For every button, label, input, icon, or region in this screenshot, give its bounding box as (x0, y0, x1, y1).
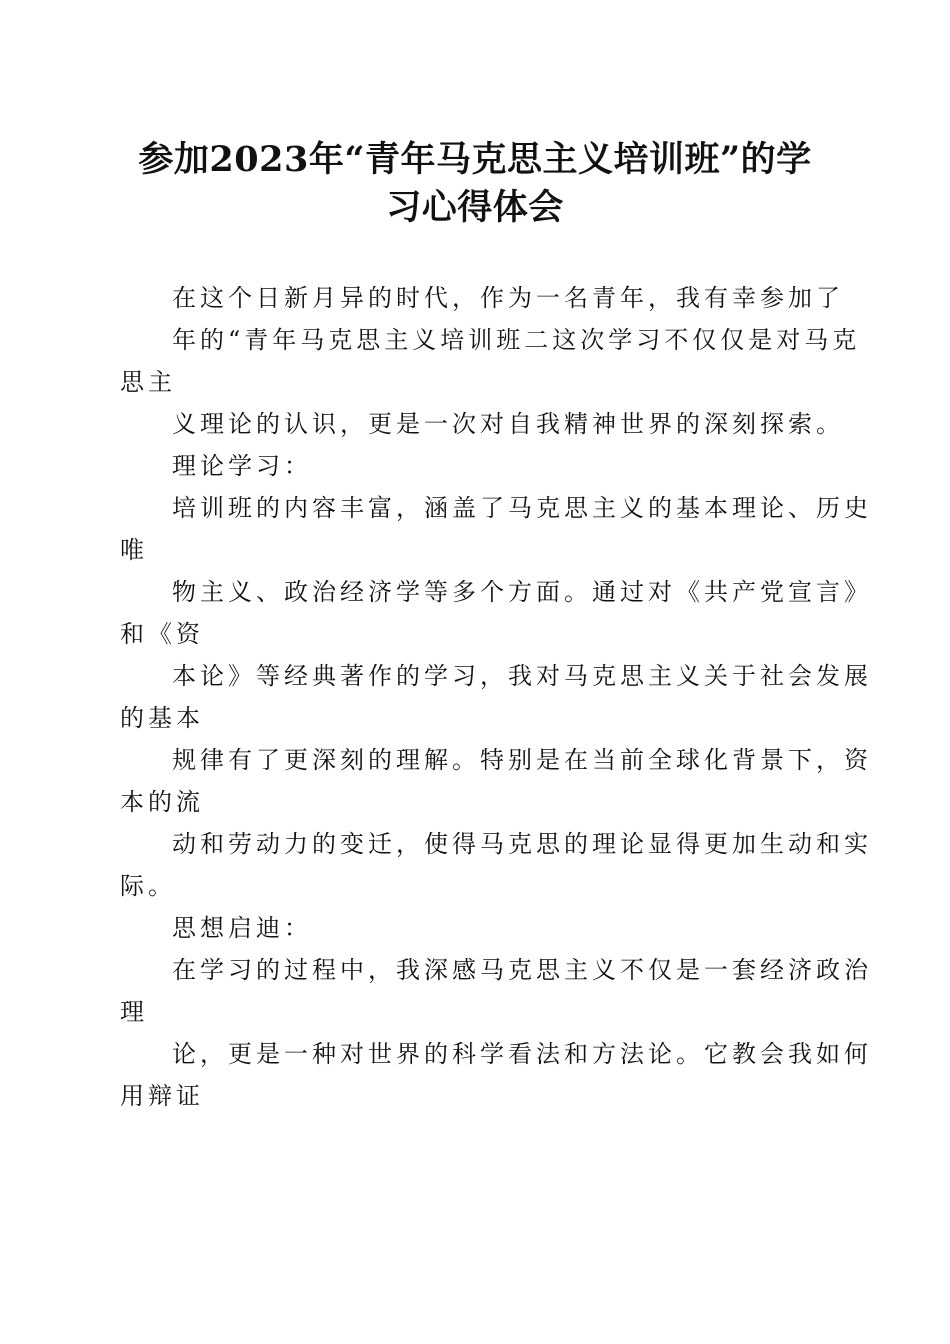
paragraph-line: 本论》等经典著作的学习，我对马克思主义关于社会发展 (172, 662, 872, 690)
paragraph-line: 理 (120, 998, 148, 1026)
paragraph-line: 在这个日新月异的时代，作为一名青年，我有幸参加了 (172, 284, 844, 312)
title-line-2: 习心得体会 (386, 187, 564, 228)
paragraph-line: 和《资 (120, 620, 204, 648)
paragraph-line: 动和劳动力的变迁，使得马克思的理论显得更加生动和实 (172, 830, 872, 858)
paragraph-line: 在学习的过程中，我深感马克思主义不仅是一套经济政治 (172, 956, 872, 984)
paragraph-line: 义理论的认识，更是一次对自我精神世界的深刻探索。 (172, 410, 844, 438)
paragraph-line: 本的流 (120, 788, 204, 816)
title-line-1: 参加2023年“青年马克思主义培训班”的学 (138, 139, 812, 180)
paragraph-line: 培训班的内容丰富，涵盖了马克思主义的基本理论、历史 (172, 494, 872, 522)
paragraph-line: 际。 (120, 872, 176, 900)
section-heading: 思想启迪： (172, 914, 312, 942)
paragraph-line: 规律有了更深刻的理解。特别是在当前全球化背景下，资 (172, 746, 872, 774)
paragraph-line: 的基本 (120, 704, 204, 732)
paragraph-line: 物主义、政治经济学等多个方面。通过对《共产党宣言》 (172, 578, 872, 606)
section-heading: 理论学习： (172, 452, 312, 480)
paragraph-line: 思主 (120, 368, 176, 396)
document-body (120, 277, 872, 1117)
paragraph-line: 论，更是一种对世界的科学看法和方法论。它教会我如何 (172, 1040, 872, 1068)
document-title (100, 136, 850, 232)
paragraph-line: 年的“青年马克思主义培训班二这次学习不仅仅是对马克 (172, 326, 861, 354)
paragraph-line: 唯 (120, 536, 148, 564)
paragraph-line: 用辩证 (120, 1082, 204, 1110)
